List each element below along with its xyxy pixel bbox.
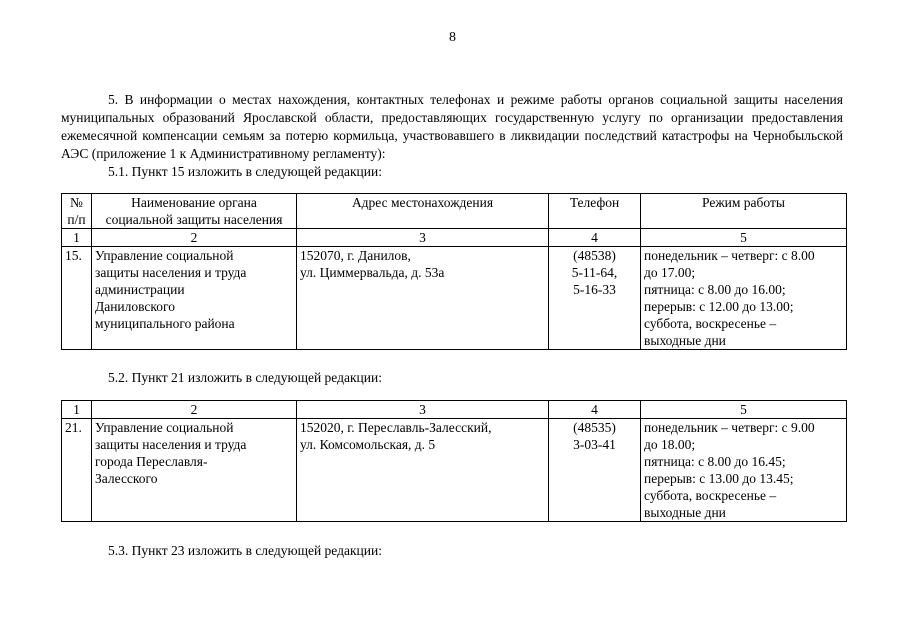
header-num: № п/п <box>62 194 92 229</box>
row-address: 152020, г. Переславль-Залесский, ул. Комсомольская, д. 5 <box>297 419 549 522</box>
column-number: 2 <box>92 229 297 247</box>
row-phone: (48535) 3-03-41 <box>549 419 641 522</box>
column-number: 3 <box>297 401 549 419</box>
row-schedule: понедельник – четверг: с 9.00 до 18.00; пятница: с 8.00 до 16.45; перерыв: с 13.00 до 13.45; суббота, воскресенье – выходные дни <box>641 419 847 522</box>
section-5-3-heading: 5.3. Пункт 23 изложить в следующей редакции: <box>108 543 382 558</box>
column-number-row <box>62 229 847 247</box>
table-row <box>62 419 847 522</box>
intro-paragraph-text: 5. В информации о местах нахождения, контактных телефонах и режиме работы органов социальной защиты населения муниципальных образований Ярославской области, предоставляющих государственную услугу по организации предоставления ежемесячной компенсации семьям за потерю кормильца, участвовавшего в ликвидации последствий катастрофы на Чернобыльской АЭС (приложение 1 к Административному регламенту): <box>61 92 843 161</box>
row-schedule: понедельник – четверг: с 8.00 до 17.00; пятница: с 8.00 до 16.00; перерыв: с 12.00 до 13.00; суббота, воскресенье – выходные дни <box>641 247 847 350</box>
column-number: 1 <box>62 401 92 419</box>
row-num: 21. <box>62 419 92 522</box>
header-address: Адрес местонахождения <box>297 194 549 229</box>
row-address: 152070, г. Данилов, ул. Циммервальда, д. 53а <box>297 247 549 350</box>
table-point-21 <box>61 400 847 522</box>
header-schedule: Режим работы <box>641 194 847 229</box>
column-number: 3 <box>297 229 549 247</box>
row-phone: (48538) 5-11-64, 5-16-33 <box>549 247 641 350</box>
row-name: Управление социальной защиты населения и труда администрации Даниловского муниципального района <box>92 247 297 350</box>
column-number-row <box>62 401 847 419</box>
column-number: 5 <box>641 401 847 419</box>
header-phone: Телефон <box>549 194 641 229</box>
column-number: 2 <box>92 401 297 419</box>
header-name: Наименование органа социальной защиты населения <box>92 194 297 229</box>
column-number: 4 <box>549 401 641 419</box>
section-5-2-heading: 5.2. Пункт 21 изложить в следующей редакции: <box>108 370 382 385</box>
table-header-row <box>62 194 847 229</box>
section-5-1-heading: 5.1. Пункт 15 изложить в следующей редакции: <box>108 164 382 179</box>
table-row <box>62 247 847 350</box>
row-num: 15. <box>62 247 92 350</box>
row-name: Управление социальной защиты населения и труда города Переславля- Залесского <box>92 419 297 522</box>
table-point-15 <box>61 193 847 350</box>
column-number: 4 <box>549 229 641 247</box>
column-number: 1 <box>62 229 92 247</box>
page-number: 8 <box>449 30 456 45</box>
column-number: 5 <box>641 229 847 247</box>
intro-paragraph <box>61 91 843 163</box>
